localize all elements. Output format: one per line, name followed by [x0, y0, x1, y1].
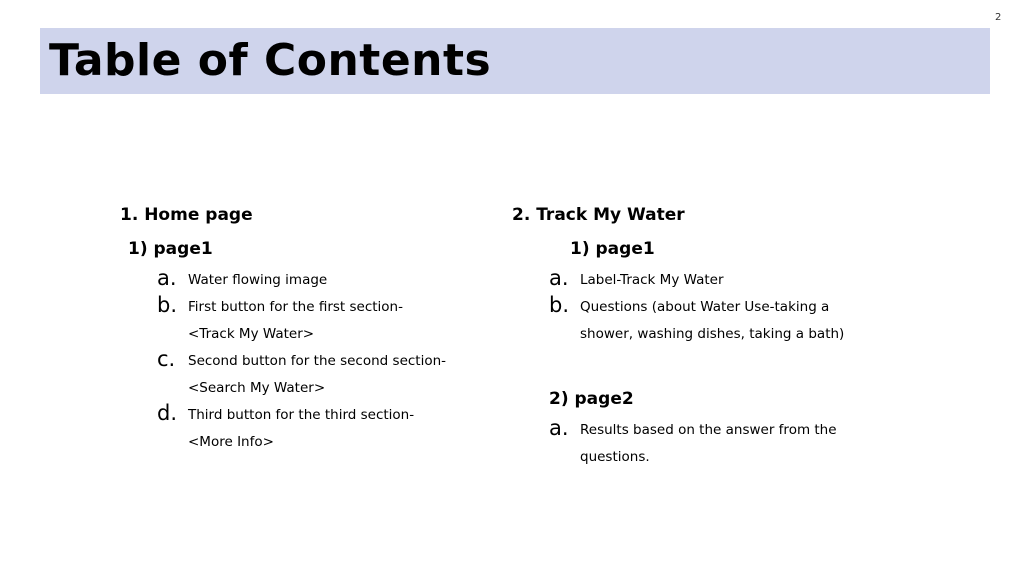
item-text: <More Info> — [188, 434, 274, 450]
title-band — [40, 28, 990, 94]
item-text: Second button for the second section- — [188, 353, 447, 369]
page-number: 2 — [995, 12, 1002, 23]
item-letter: a. — [157, 266, 177, 290]
page-heading-page1: 1) page1 — [570, 239, 655, 259]
item-letter: a. — [549, 416, 569, 440]
page-heading-page1: 1) page1 — [128, 239, 213, 259]
item-letter: d. — [157, 401, 178, 425]
item-letter: b. — [157, 293, 178, 317]
section-heading-track-my-water: 2. Track My Water — [512, 205, 685, 225]
section-heading-home-page: 1. Home page — [120, 205, 253, 225]
item-text: <Search My Water> — [188, 380, 326, 396]
item-text: Water flowing image — [188, 272, 328, 288]
item-text: shower, washing dishes, taking a bath) — [580, 326, 845, 342]
page-heading-page2: 2) page2 — [549, 389, 634, 409]
item-text: Label-Track My Water — [580, 272, 724, 288]
item-letter: b. — [549, 293, 570, 317]
item-text: questions. — [580, 449, 650, 465]
item-text: Results based on the answer from the — [580, 422, 837, 438]
item-letter: c. — [157, 347, 176, 371]
item-letter: a. — [549, 266, 569, 290]
slide-title: Table of Contents — [49, 35, 492, 86]
item-text: First button for the first section- — [188, 299, 403, 315]
item-text: <Track My Water> — [188, 326, 315, 342]
item-text: Questions (about Water Use-taking a — [580, 299, 830, 315]
item-text: Third button for the third section- — [188, 407, 415, 423]
